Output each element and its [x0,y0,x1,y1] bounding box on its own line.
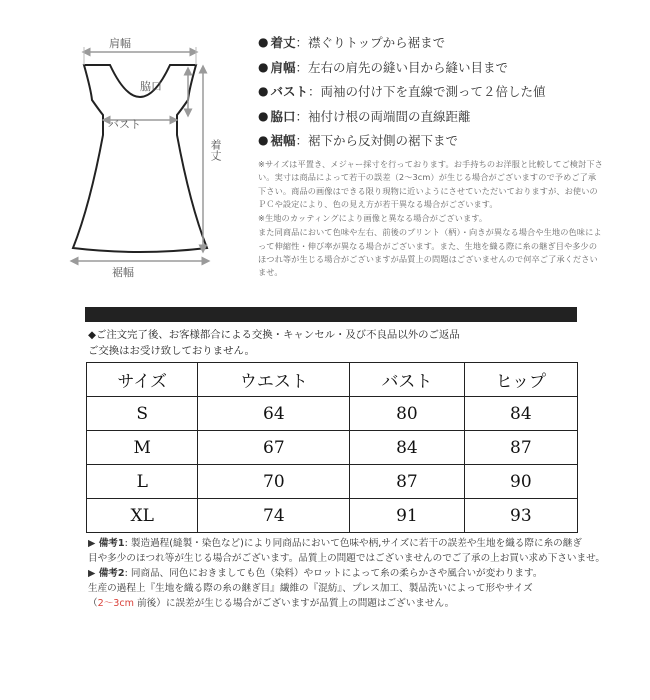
tolerance-highlight: 2～3cm [97,598,135,609]
cell-waist: 74 [198,499,350,533]
remark-text: : 製造過程(縫製・染色など)により同商品において色味や柄,サイズに若干の誤差や生地を織る際に糸の継ぎ [124,538,582,549]
remark-text: : 同商品、同色におきましても色（染料）やロットによって糸の柔らかさや風合いが変わります。 [124,568,543,579]
header-size: サイズ [87,363,198,397]
legend-item [258,30,598,55]
paren-open: （ [88,598,98,609]
cell-bust: 84 [350,431,464,465]
bullet-icon: ● [258,108,269,123]
table-header-row [87,363,578,397]
cell-size: S [87,397,198,431]
table-row [87,397,578,431]
remarks-section [88,536,606,611]
legend-item [258,128,598,153]
armhole-label: 脇口 [140,80,162,93]
return-notice-line: ◆ご注文完了後、お客様都合による交換・キャンセル・及び不良品以外のご返品 [88,329,460,341]
bullet-icon: ● [258,35,269,50]
legend-item [258,55,598,80]
table-row [87,431,578,465]
legend-term: バスト [270,84,308,100]
remark-2-cont [88,596,598,611]
shoulder-width-label: 肩幅 [109,37,131,50]
legend-term: 裾幅 [270,133,296,149]
remark-text: 前後）に誤差が生じる場合がございますが品質上の問題はございません。 [134,598,455,609]
measurement-notes [258,158,603,281]
measurement-legend [258,30,598,153]
remark-label: ▶ 備考1 [88,538,125,549]
bullet-icon: ● [258,84,269,99]
remark-1-cont: 目や多少のほつれ等が生じる場合がございます。品質上の問題ではございませんのでご了承の上お買い求め下さいませ。 [88,553,606,564]
table-row [87,499,578,533]
legend-term: 着丈 [270,35,296,51]
cell-hip: 87 [464,431,577,465]
cell-waist: 67 [198,431,350,465]
legend-term: 脇口 [270,108,296,124]
cell-bust: 87 [350,465,464,499]
bust-label: バスト [108,118,141,131]
size-table [86,362,578,533]
header-waist: ウエスト [198,363,350,397]
remark-label: ▶ 備考2 [88,568,125,579]
legend-desc: ：左右の肩先の縫い目から縫い目まで [295,59,509,75]
cell-bust: 80 [350,397,464,431]
legend-desc: ：袖付け根の両端間の直線距離 [295,108,471,124]
legend-item [258,79,598,104]
remark-2 [88,566,598,581]
cell-waist: 64 [198,397,350,431]
note-paragraph: ※サイズは平置き、メジャー採寸を行っております。お手持ちのお洋服と比較してご検討下さい。実寸は商品によって若干の誤差（2～3cm）が生じる場合がございますので予めご了承下さい。商品の画像はできる限り現物に近いようにさせていただいておりますが、お使いのＰＣや設定により、色の見え方が若干異なる場合がございます。 [258,159,603,209]
cell-bust: 91 [350,499,464,533]
note-paragraph: また同商品において色味や左右、前後のプリント（柄）・向きが異なる場合や生地の色味によって伸縮性・伸び率が異なる場合がございます。また、生地を織る際に糸の継ぎ目や多少のほつれ等が生じる場合がございますが品質上の問題はございませんので何卒ご了承くださいませ。 [258,227,602,278]
cell-size: M [87,431,198,465]
return-policy-notice [88,327,460,359]
cell-hip: 93 [464,499,577,533]
cell-size: L [87,465,198,499]
bullet-icon: ● [258,59,269,74]
hem-width-label: 裾幅 [112,266,134,279]
legend-desc: ：裾下から反対側の裾下まで [295,133,459,149]
length-label: 着丈 [209,139,222,161]
cell-hip: 84 [464,397,577,431]
table-row [87,465,578,499]
note-paragraph: ※生地のカッティングにより画像と異なる場合がございます。 [258,213,488,224]
section-divider-bar [85,307,577,322]
cell-waist: 70 [198,465,350,499]
legend-desc: ：襟ぐりトップから裾まで [295,35,446,51]
bullet-icon: ● [258,133,269,148]
header-bust: バスト [350,363,464,397]
header-hip: ヒップ [464,363,577,397]
remark-2-cont: 生産の過程上『生地を織る際の糸の継ぎ目』繊維の『混紡』、プレス加工、製品洗いによって形やサイズ [88,583,533,594]
legend-term: 肩幅 [270,59,296,75]
cell-size: XL [87,499,198,533]
legend-item [258,104,598,129]
garment-diagram [60,35,230,285]
legend-desc: ：両袖の付け下を直線で測って２倍した値 [308,84,546,100]
return-notice-line: ご交換はお受け致しておりません。 [88,345,255,357]
cell-hip: 90 [464,465,577,499]
dress-outline-illustration [60,35,230,285]
remark-1 [88,536,598,551]
